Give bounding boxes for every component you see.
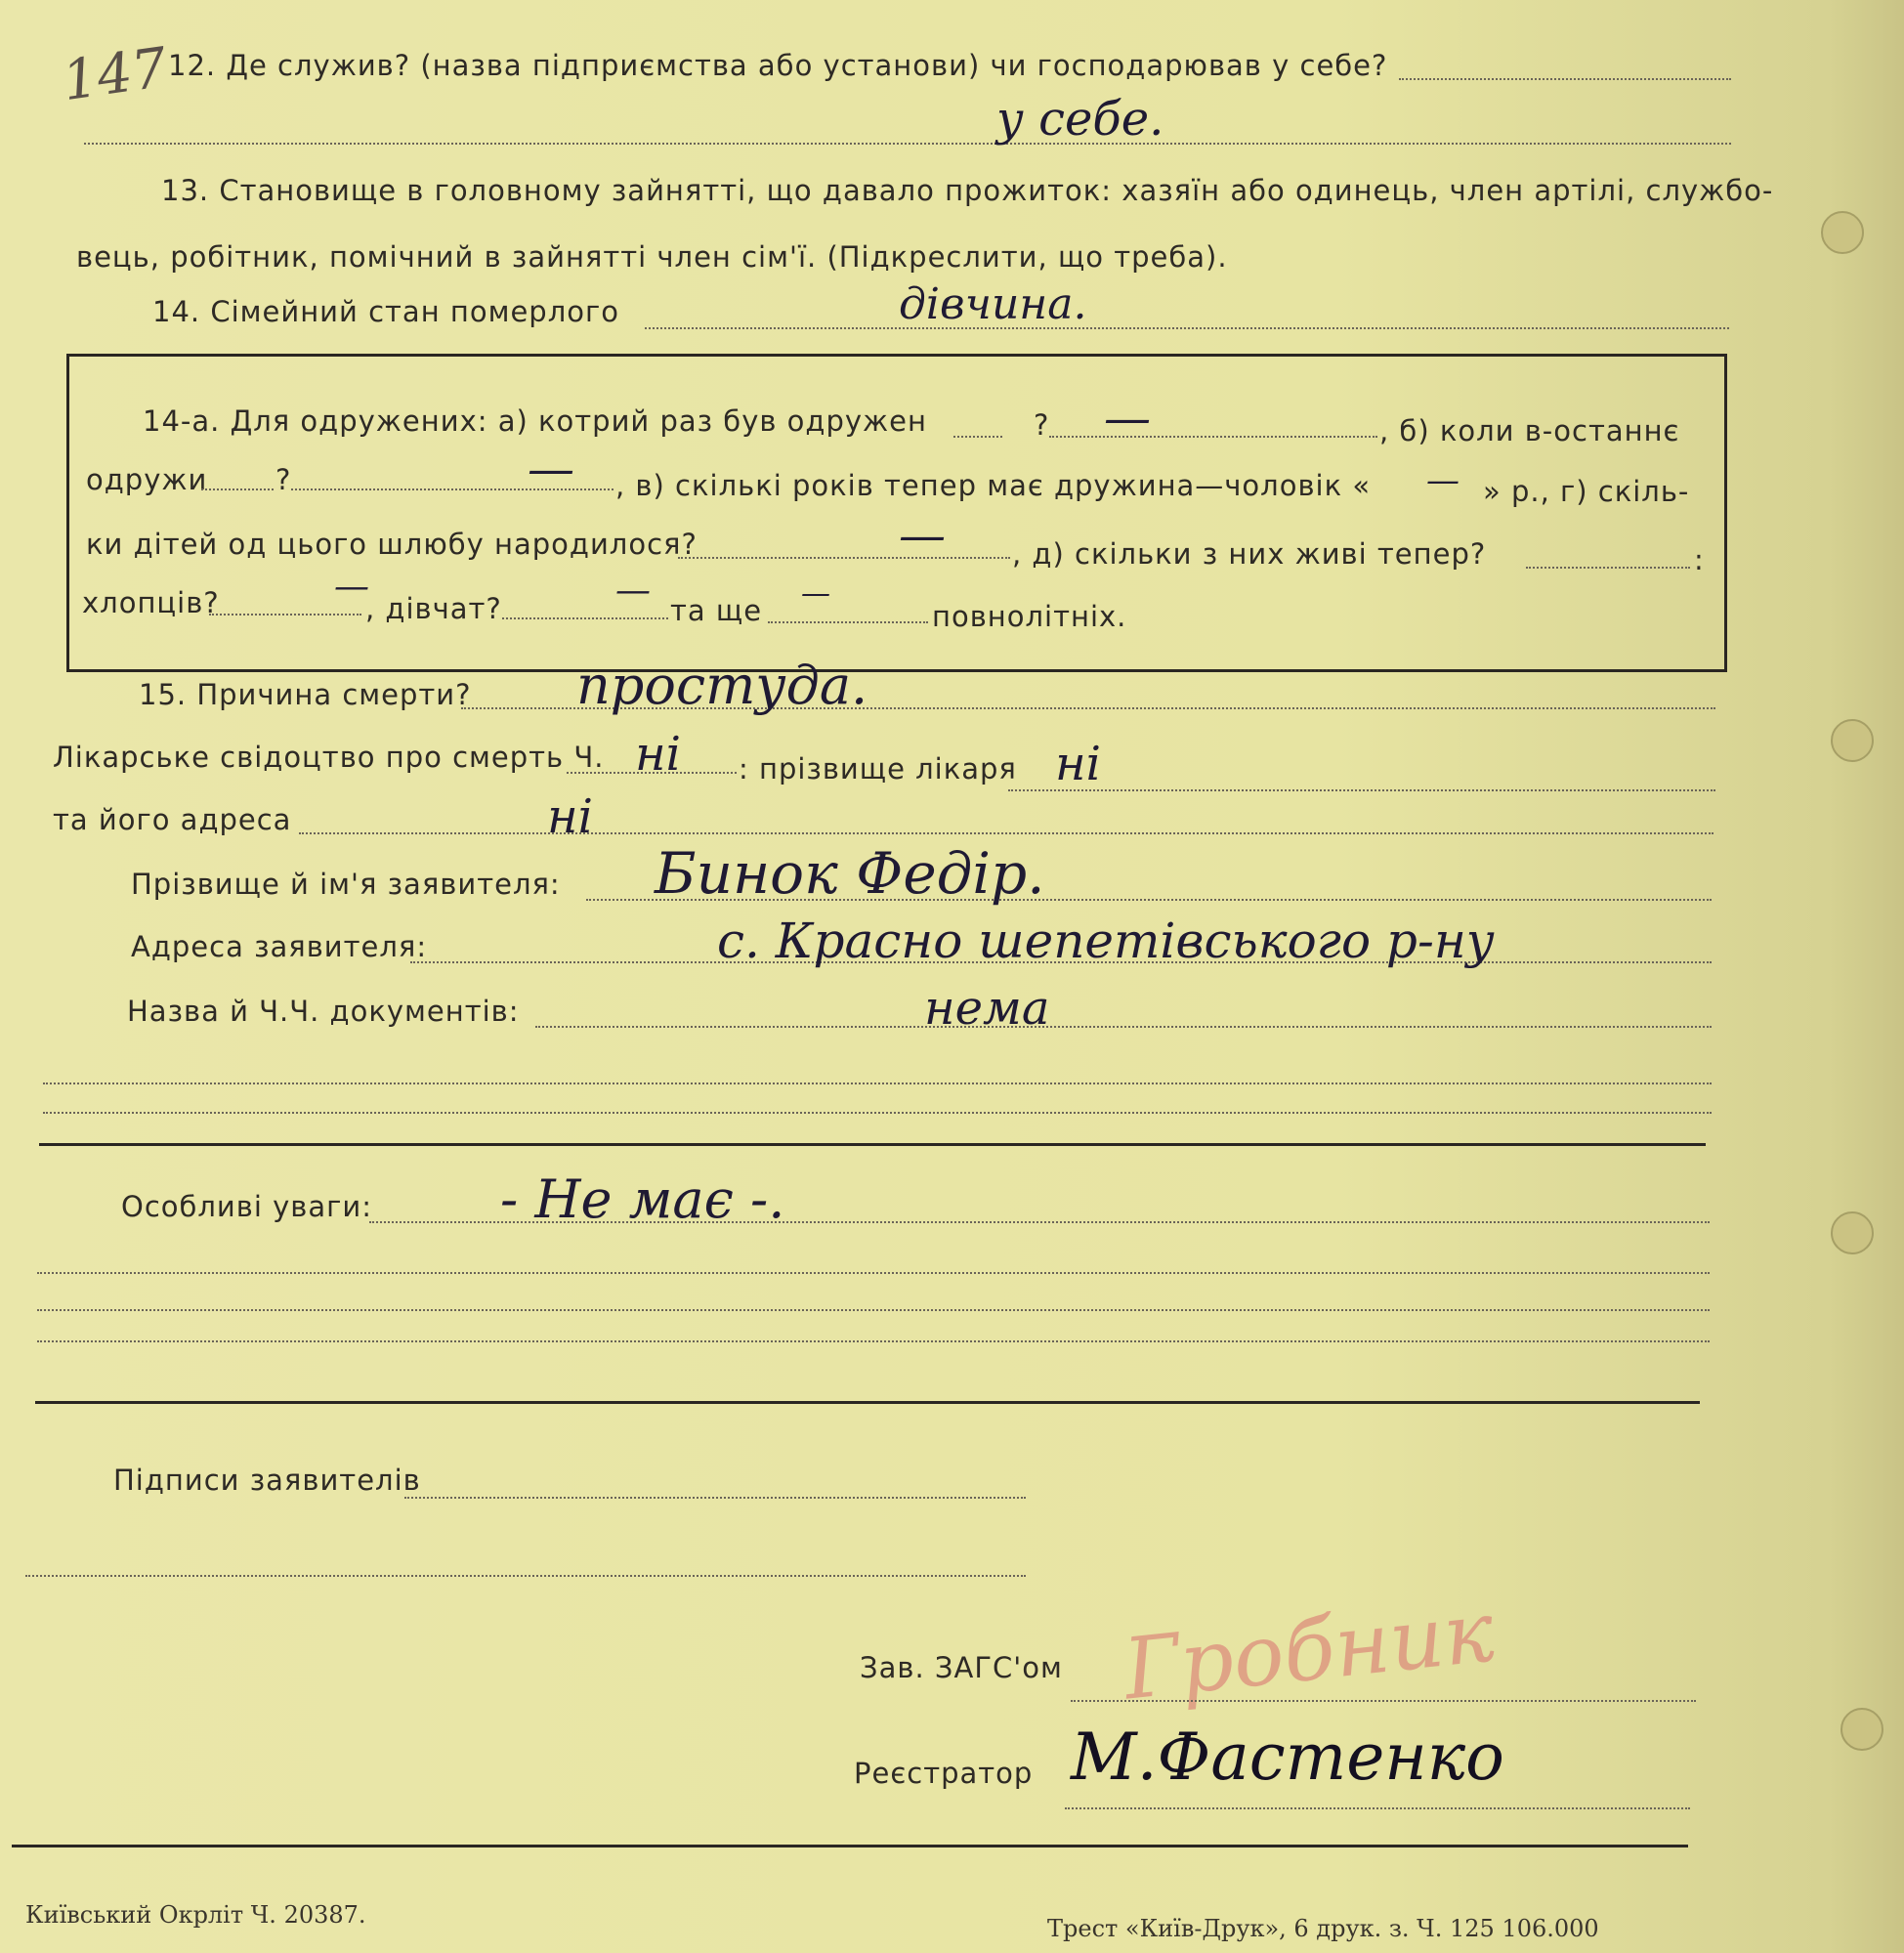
q14a-last-married-field (201, 488, 274, 490)
signatures-label: Підписи заявителів (113, 1464, 421, 1497)
q14a-line1-end: , б) коли в-останнє (1379, 414, 1680, 447)
q14a-spouse-age-answer: — (1426, 461, 1460, 500)
q14a-line4-adults: повнолітніх. (932, 600, 1127, 633)
binding-hole-1 (1821, 211, 1864, 254)
documents-extra-line (43, 1083, 1712, 1084)
remarks-value: - Не має -. (500, 1168, 785, 1230)
q14a-times-married-answer-field (1049, 436, 1377, 438)
registrar-label: Реєстратор (854, 1757, 1034, 1790)
q14a-last-married-answer: — (528, 442, 574, 496)
applicant-address-label: Адреса заявителя: (131, 930, 428, 963)
q14a-alive-field (1526, 567, 1690, 569)
q14a-line2-middle: , в) скількі років тепер має дружина—чоловік « (615, 469, 1372, 502)
q14a-times-married-answer: — (1104, 391, 1151, 446)
q13-line2: вець, робітник, помічний в зайнятті член сім'ї. (Підкреслити, що треба). (76, 240, 1228, 274)
doctor-address-label: та його адреса (53, 803, 292, 836)
q14a-line3-start: ки дітей од цього шлюбу народилося? (86, 528, 698, 561)
q14-dotted-line (645, 327, 1729, 329)
q14a-question-mark-2: ? (275, 463, 292, 496)
signatures-field (404, 1497, 1026, 1499)
registrar-signature: М.Фастенко (1071, 1719, 1504, 1795)
q14-label: 14. Сімейний стан померлого (152, 295, 619, 328)
divider-bottom (12, 1845, 1688, 1847)
documents-field (535, 1026, 1712, 1028)
q14a-question-mark: ? (1034, 408, 1050, 442)
married-section-box (66, 354, 1727, 672)
doctor-address: ні (547, 789, 593, 844)
q14a-line3-middle: , д) скільки з них живі тепер? (1012, 537, 1487, 571)
q15-answer: простуда. (576, 655, 868, 716)
zags-head-label: Зав. ЗАГС'ом (860, 1651, 1063, 1684)
q14a-children-field (678, 557, 1010, 559)
documents-value: нема (924, 981, 1050, 1036)
q12-answer: у себе. (996, 92, 1164, 147)
archive-mark: 147 (58, 35, 171, 114)
certificate-number: ні (635, 727, 681, 782)
q14a-more-field (768, 621, 928, 623)
registrar-field (1065, 1807, 1690, 1809)
q14a-line1-start: 14-а. Для одружених: а) котрий раз був одружен (143, 404, 927, 438)
footer-printer-left: Київський Окрліт Ч. 20387. (25, 1901, 366, 1929)
q15-label: 15. Причина смерти? (139, 678, 472, 711)
remarks-line-4 (37, 1340, 1710, 1342)
q14-answer: дівчина. (899, 279, 1087, 329)
footer-printer-right: Трест «Київ-Друк», 6 друк. з. Ч. 125 106.000 (1047, 1915, 1599, 1942)
q14a-boys-field (209, 614, 361, 616)
applicant-name-label: Прізвище й ім'я заявителя: (131, 868, 561, 901)
q14a-boys-answer: — (334, 567, 369, 607)
doctor-name-field (1008, 789, 1715, 791)
documents-extra-line-2 (43, 1112, 1712, 1114)
q14a-children-answer: — (899, 508, 946, 563)
q14a-girls-field (502, 617, 668, 619)
signatures-line-2 (25, 1575, 1026, 1577)
binding-hole-4 (1841, 1708, 1883, 1751)
q12-label: 12. Де служив? (назва підприємства або установи) чи господарював у себе? (168, 49, 1388, 82)
doctor-label: : прізвище лікаря (739, 752, 1017, 785)
q14a-line4-girls: , дівчат? (365, 592, 502, 625)
documents-label: Назва й Ч.Ч. документів: (127, 995, 520, 1028)
zags-head-field (1071, 1700, 1696, 1702)
binding-hole-3 (1831, 1211, 1874, 1254)
remarks-line-2 (37, 1272, 1710, 1274)
q14a-line4-more: та ще (670, 594, 763, 627)
doctor-name: ні (1055, 737, 1101, 791)
q14a-girls-answer: — (615, 571, 651, 611)
applicant-name: Бинок Федір. (655, 840, 1045, 907)
q12-dotted-line-1 (1399, 78, 1731, 80)
q13-line1: 13. Становище в головному зайнятті, що давало прожиток: хазяїн або одинець, член артілі, службо- (161, 174, 1774, 207)
q14a-more-answer: — (801, 576, 830, 611)
doctor-address-field (299, 832, 1714, 834)
binding-hole-2 (1831, 719, 1874, 762)
q12-dotted-line-2 (84, 143, 1731, 145)
divider-2 (35, 1401, 1700, 1404)
q14a-line4-boys: хлопців? (82, 586, 220, 619)
applicant-address: с. Красно шепетівського р-ну (717, 913, 1495, 969)
certificate-label: Лікарське свідоцтво про смерть Ч. (53, 741, 605, 774)
q14a-line2-end: » р., г) скіль- (1483, 475, 1690, 508)
remarks-label: Особливі уваги: (121, 1190, 373, 1223)
q14a-line2-start: одружи (86, 463, 208, 496)
q14a-times-married-field (953, 436, 1002, 438)
divider-1 (39, 1143, 1706, 1146)
remarks-line-3 (37, 1309, 1710, 1311)
zags-head-stamp: Гробник (1119, 1583, 1499, 1719)
q14a-colon: : (1694, 543, 1705, 576)
